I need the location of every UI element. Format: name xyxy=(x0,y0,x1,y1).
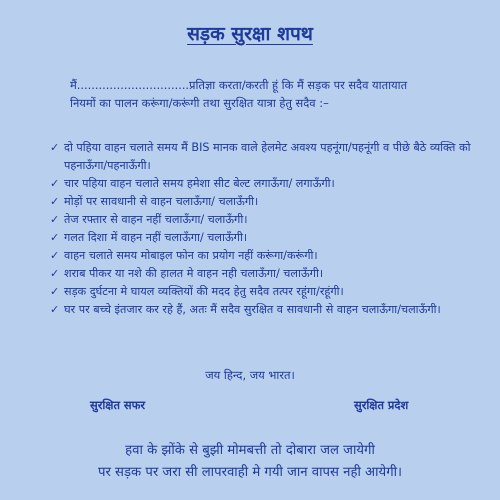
check-icon: ✓ xyxy=(50,285,60,298)
check-icon: ✓ xyxy=(50,267,60,280)
pledge-text: दो पहिया वाहन चलाते समय मैं BIS मानक वाले हेलमेट अवश्य पहनूंगा/पहनूंगी व पीछे बैठे व्यक्ति को पहनाऊँगा/पहनाऊँगी। xyxy=(64,141,471,172)
check-icon: ✓ xyxy=(50,213,60,226)
pledge-item xyxy=(50,247,490,265)
closing-salutation: जय हिन्द, जय भारत। xyxy=(205,368,295,382)
slogan-safe-state: सुरक्षित प्रदेश xyxy=(354,398,409,412)
page-title xyxy=(0,20,500,46)
pledge-text: मोड़ों पर सावधानी से वाहन चलाऊँगा/ चलाऊँगी। xyxy=(64,195,259,208)
check-icon: ✓ xyxy=(50,303,60,316)
pledge-item xyxy=(50,283,490,301)
poem-line-1: हवा के झोंके से बुझी मोमबत्ती तो दोबारा जल जायेगी xyxy=(125,443,375,458)
check-icon: ✓ xyxy=(50,195,60,208)
pledge-text: घर पर बच्चे इंतजार कर रहे हैं, अतः मैं सदैव सुरक्षित व सावधानी से वाहन चलाऊँगा/चलाऊँगी। xyxy=(64,303,441,316)
pledge-text: तेज रफ्तार से वाहन नहीं चलाऊँगा/ चलाऊँगी। xyxy=(64,213,248,226)
check-icon: ✓ xyxy=(50,249,60,262)
poem-line-2: पर सड़क पर जरा सी लापरवाही मे गयी जान वापस नही आयेगी। xyxy=(97,465,403,480)
intro-line-2: नियमों का पालन करूंगा/करूंगी तथा सुरक्षित यात्रा हेतु सदैव :– xyxy=(70,96,329,110)
pledge-list xyxy=(50,139,490,319)
closing-poem xyxy=(0,440,500,484)
pledge-title: सड़क सुरक्षा शपथ xyxy=(187,23,313,45)
pledge-text: गलत दिशा में वाहन नहीं चलाऊँगा/ चलाऊँगी। xyxy=(64,231,248,244)
pledge-item xyxy=(50,175,490,193)
pledge-text: वाहन चलाते समय मोबाइल फोन का प्रयोग नहीं करूंगा/करूंगी। xyxy=(64,249,318,262)
pledge-item xyxy=(50,265,490,283)
check-icon: ✓ xyxy=(50,231,60,244)
pledge-item xyxy=(50,229,490,247)
pledge-item xyxy=(50,301,490,319)
pledge-item xyxy=(50,211,490,229)
check-icon: ✓ xyxy=(50,177,60,190)
pledge-text: चार पहिया वाहन चलाते समय हमेशा सीट बेल्ट लगाऊँगा/ लगाऊँगी। xyxy=(64,177,335,190)
pledge-item xyxy=(50,139,490,175)
pledge-intro xyxy=(70,76,470,112)
pledge-item xyxy=(50,193,490,211)
pledge-text: शराब पीकर या नशे की हालत मे वाहन नही चलाऊँगा/ चलाऊँगी। xyxy=(64,267,324,280)
slogan-safe-journey: सुरक्षित सफर xyxy=(90,398,146,412)
intro-line-1: मैं...............................प्रतिज्ञा करता/करती हूं कि मैं सड़क पर सदैव यातायात xyxy=(70,78,408,92)
check-icon: ✓ xyxy=(50,141,60,154)
pledge-text: सड़क दुर्घटना मे घायल व्यक्तियों की मदद हेतु सदैव तत्पर रहूंगा/रहूंगी। xyxy=(64,285,344,298)
